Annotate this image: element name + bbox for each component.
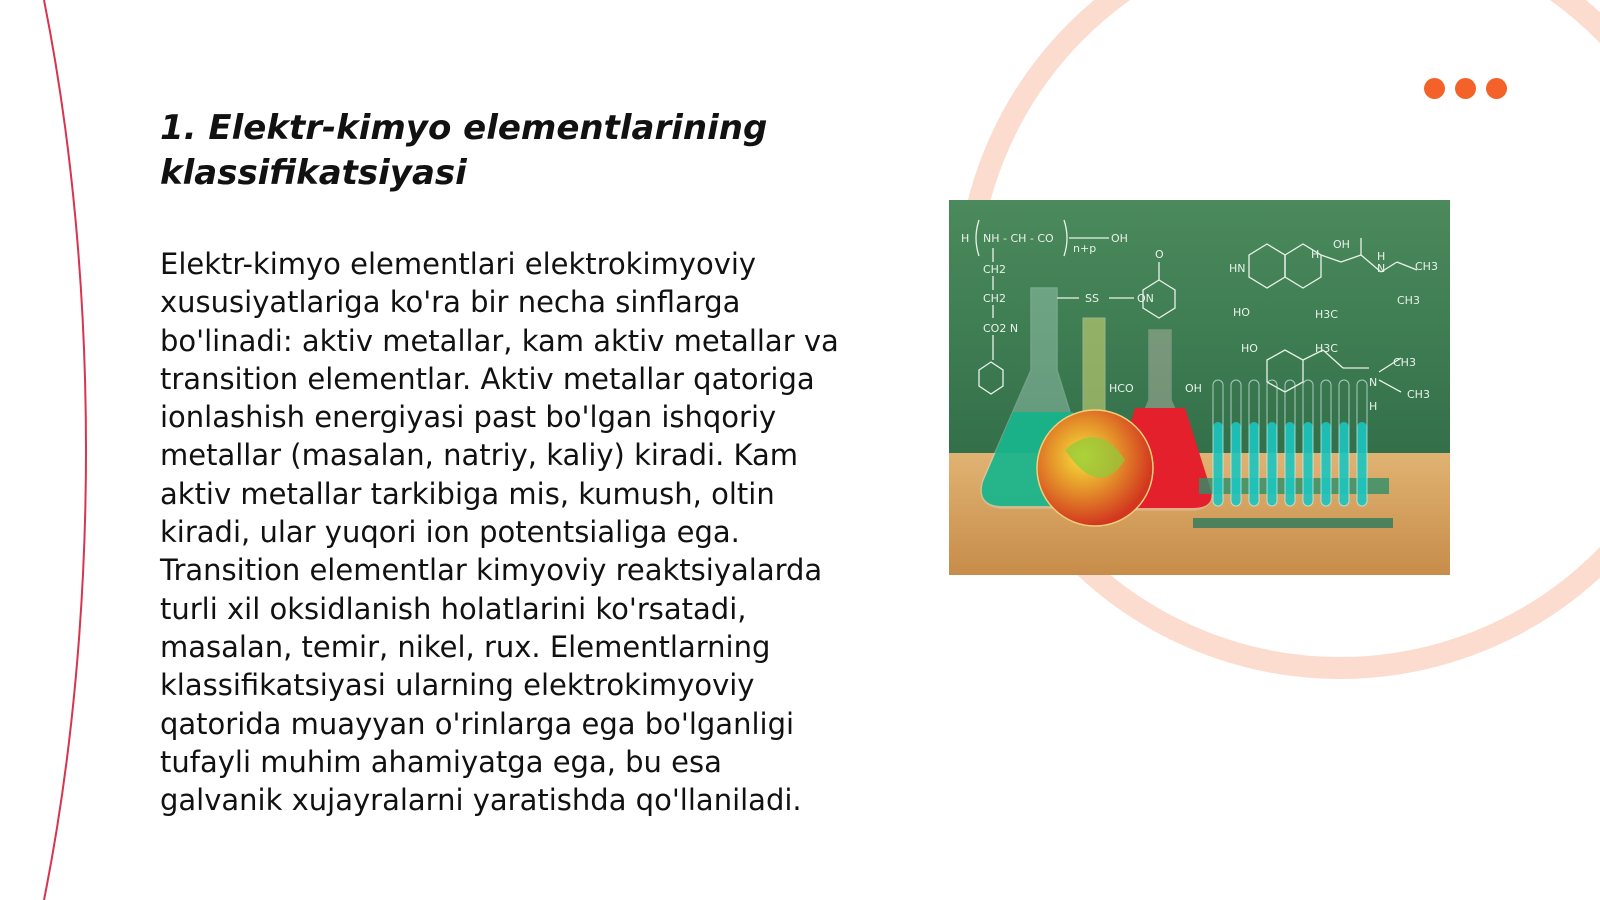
svg-text:HCO: HCO — [1109, 382, 1134, 395]
svg-text:H3C: H3C — [1315, 308, 1338, 321]
svg-text:HN: HN — [1229, 262, 1246, 275]
left-curve-line — [44, 0, 86, 900]
svg-text:CH2: CH2 — [983, 263, 1006, 276]
svg-text:NH - CH - CO: NH - CH - CO — [983, 232, 1054, 245]
svg-text:H: H — [961, 232, 970, 245]
svg-text:N: N — [1377, 262, 1386, 275]
chemistry-glassware-image — [949, 200, 1450, 575]
svg-text:HO: HO — [1233, 306, 1250, 319]
svg-text:CH3: CH3 — [1397, 294, 1420, 307]
svg-text:OH: OH — [1333, 238, 1350, 251]
svg-text:ON: ON — [1137, 292, 1154, 305]
svg-text:SS: SS — [1085, 292, 1099, 305]
svg-text:H: H — [1311, 248, 1320, 261]
svg-text:O: O — [1155, 248, 1164, 261]
svg-text:H: H — [1377, 250, 1386, 263]
svg-text:CH2: CH2 — [983, 292, 1006, 305]
svg-text:OH: OH — [1111, 232, 1128, 245]
svg-text:CH3: CH3 — [1393, 356, 1416, 369]
svg-text:CO2 N: CO2 N — [983, 322, 1019, 335]
svg-text:HO: HO — [1241, 342, 1258, 355]
dot-icon — [1486, 78, 1507, 99]
svg-text:OH: OH — [1185, 382, 1202, 395]
svg-text:CH3: CH3 — [1407, 388, 1430, 401]
svg-text:N: N — [1369, 376, 1378, 389]
svg-text:H: H — [1369, 400, 1378, 413]
slide-body-text: Elektr-kimyo elementlari elektrokimyoviy xususiyatlariga ko'ra bir necha sinflarga bo'linadi: aktiv metallar, kam aktiv metallar va transition elementlar. Aktiv metallar qatoriga ionlashish energiyasi past bo'lgan ishqoriy metallar (masalan, natriy, kaliy) kiradi. Kam aktiv metallar tarkibiga mis, kumush, oltin kiradi, ular yuqori ion potentsialiga ega. Transition elementlar kimyoviy reaktsiyalarda turli xil oksidlanish holatlarini ko'rsatadi, masalan, temir, nikel, rux. Elementlarning klassifikatsiyasi ularning elektrokimyoviy qatorida muayyan o'rinlarga ega bo'lganligi tufayli muhim ahamiyatga ega, bu esa galvanik xujayralarni yaratishda qo'llaniladi. — [160, 247, 839, 818]
menu-dots — [1424, 78, 1507, 99]
slide-title: 1. Elektr-kimyo elementlarining klassifikatsiyasi — [160, 108, 768, 193]
dot-icon — [1455, 78, 1476, 99]
dot-icon — [1424, 78, 1445, 99]
svg-text:CH3: CH3 — [1415, 260, 1438, 273]
svg-text:n+p: n+p — [1073, 242, 1097, 255]
svg-text:H3C: H3C — [1315, 342, 1338, 355]
